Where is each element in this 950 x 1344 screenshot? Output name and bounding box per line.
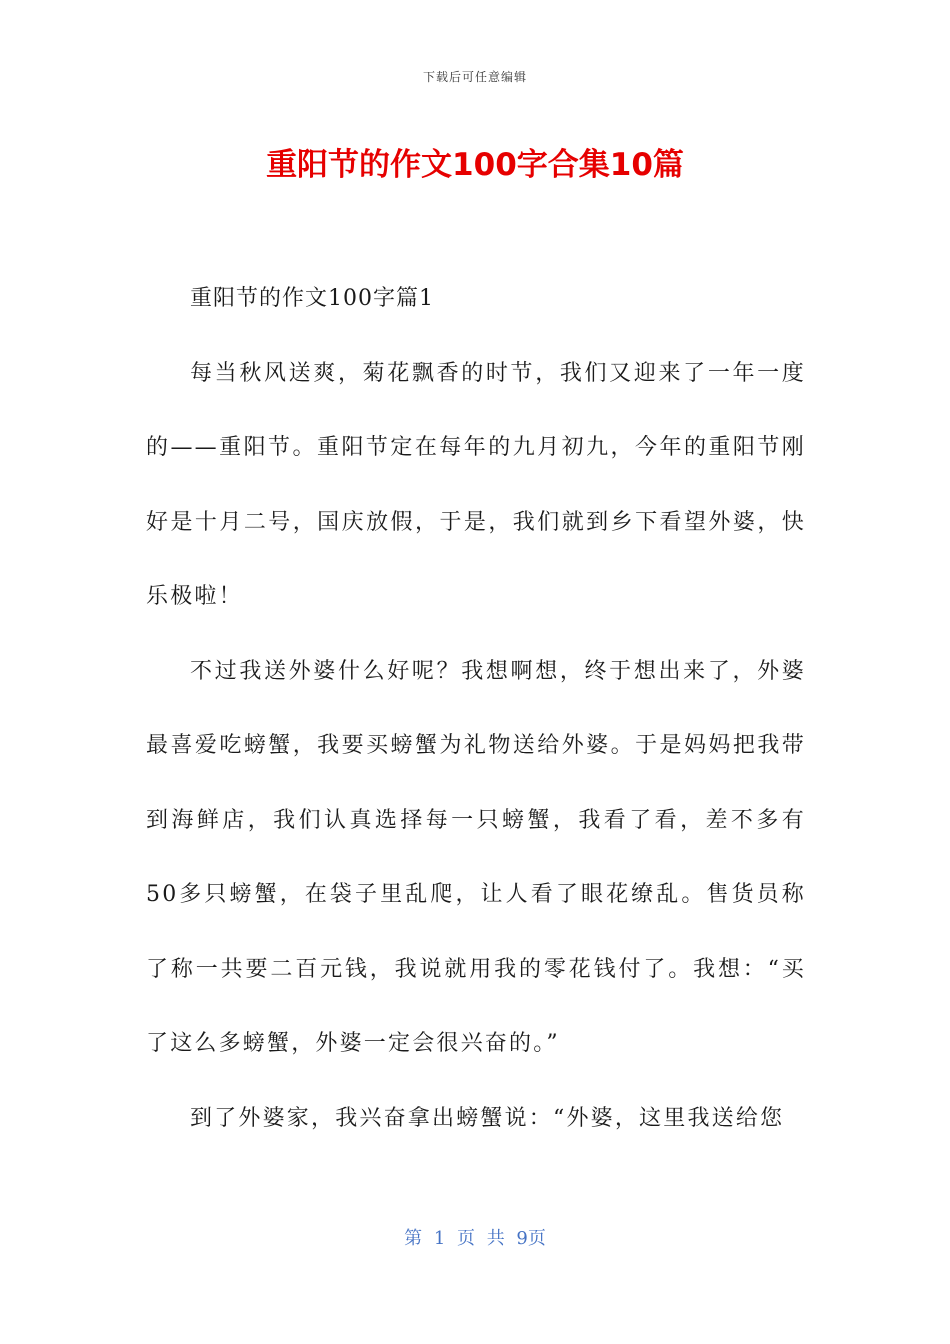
section-heading: 重阳节的作文100字篇1 [190, 286, 434, 311]
paragraph-3: 到了外婆家，我兴奋拿出螃蟹说：“外婆，这里我送给您 [190, 1105, 785, 1131]
paragraph-2: 不过我送外婆什么好呢？我想啊想，终于想出来了，外婆最喜爱吃螃蟹，我要买螃蟹为礼物送给外婆。于是妈妈把我带到海鲜店，我们认真选择每一只螃蟹，我看了看，差不多有50多只螃蟹，在袋子里乱爬，让人看了眼花缭乱。售货员称了称一共要二百元钱，我说就用我的零花钱付了。我想：“买了这么多螃蟹，外婆一定会很兴奋的。” [146, 658, 806, 1056]
page-number-footer: 第 1 页 共 9页 [404, 1228, 546, 1249]
document-body [146, 262, 806, 1156]
document-title: 重阳节的作文100字合集10篇 [266, 147, 684, 183]
paragraph-1: 每当秋风送爽，菊花飘香的时节，我们又迎来了一年一度的——重阳节。重阳节定在每年的九月初九，今年的重阳节刚好是十月二号，国庆放假，于是，我们就到乡下看望外婆，快乐极啦！ [146, 360, 806, 609]
header-note: 下载后可任意编辑 [422, 70, 527, 84]
